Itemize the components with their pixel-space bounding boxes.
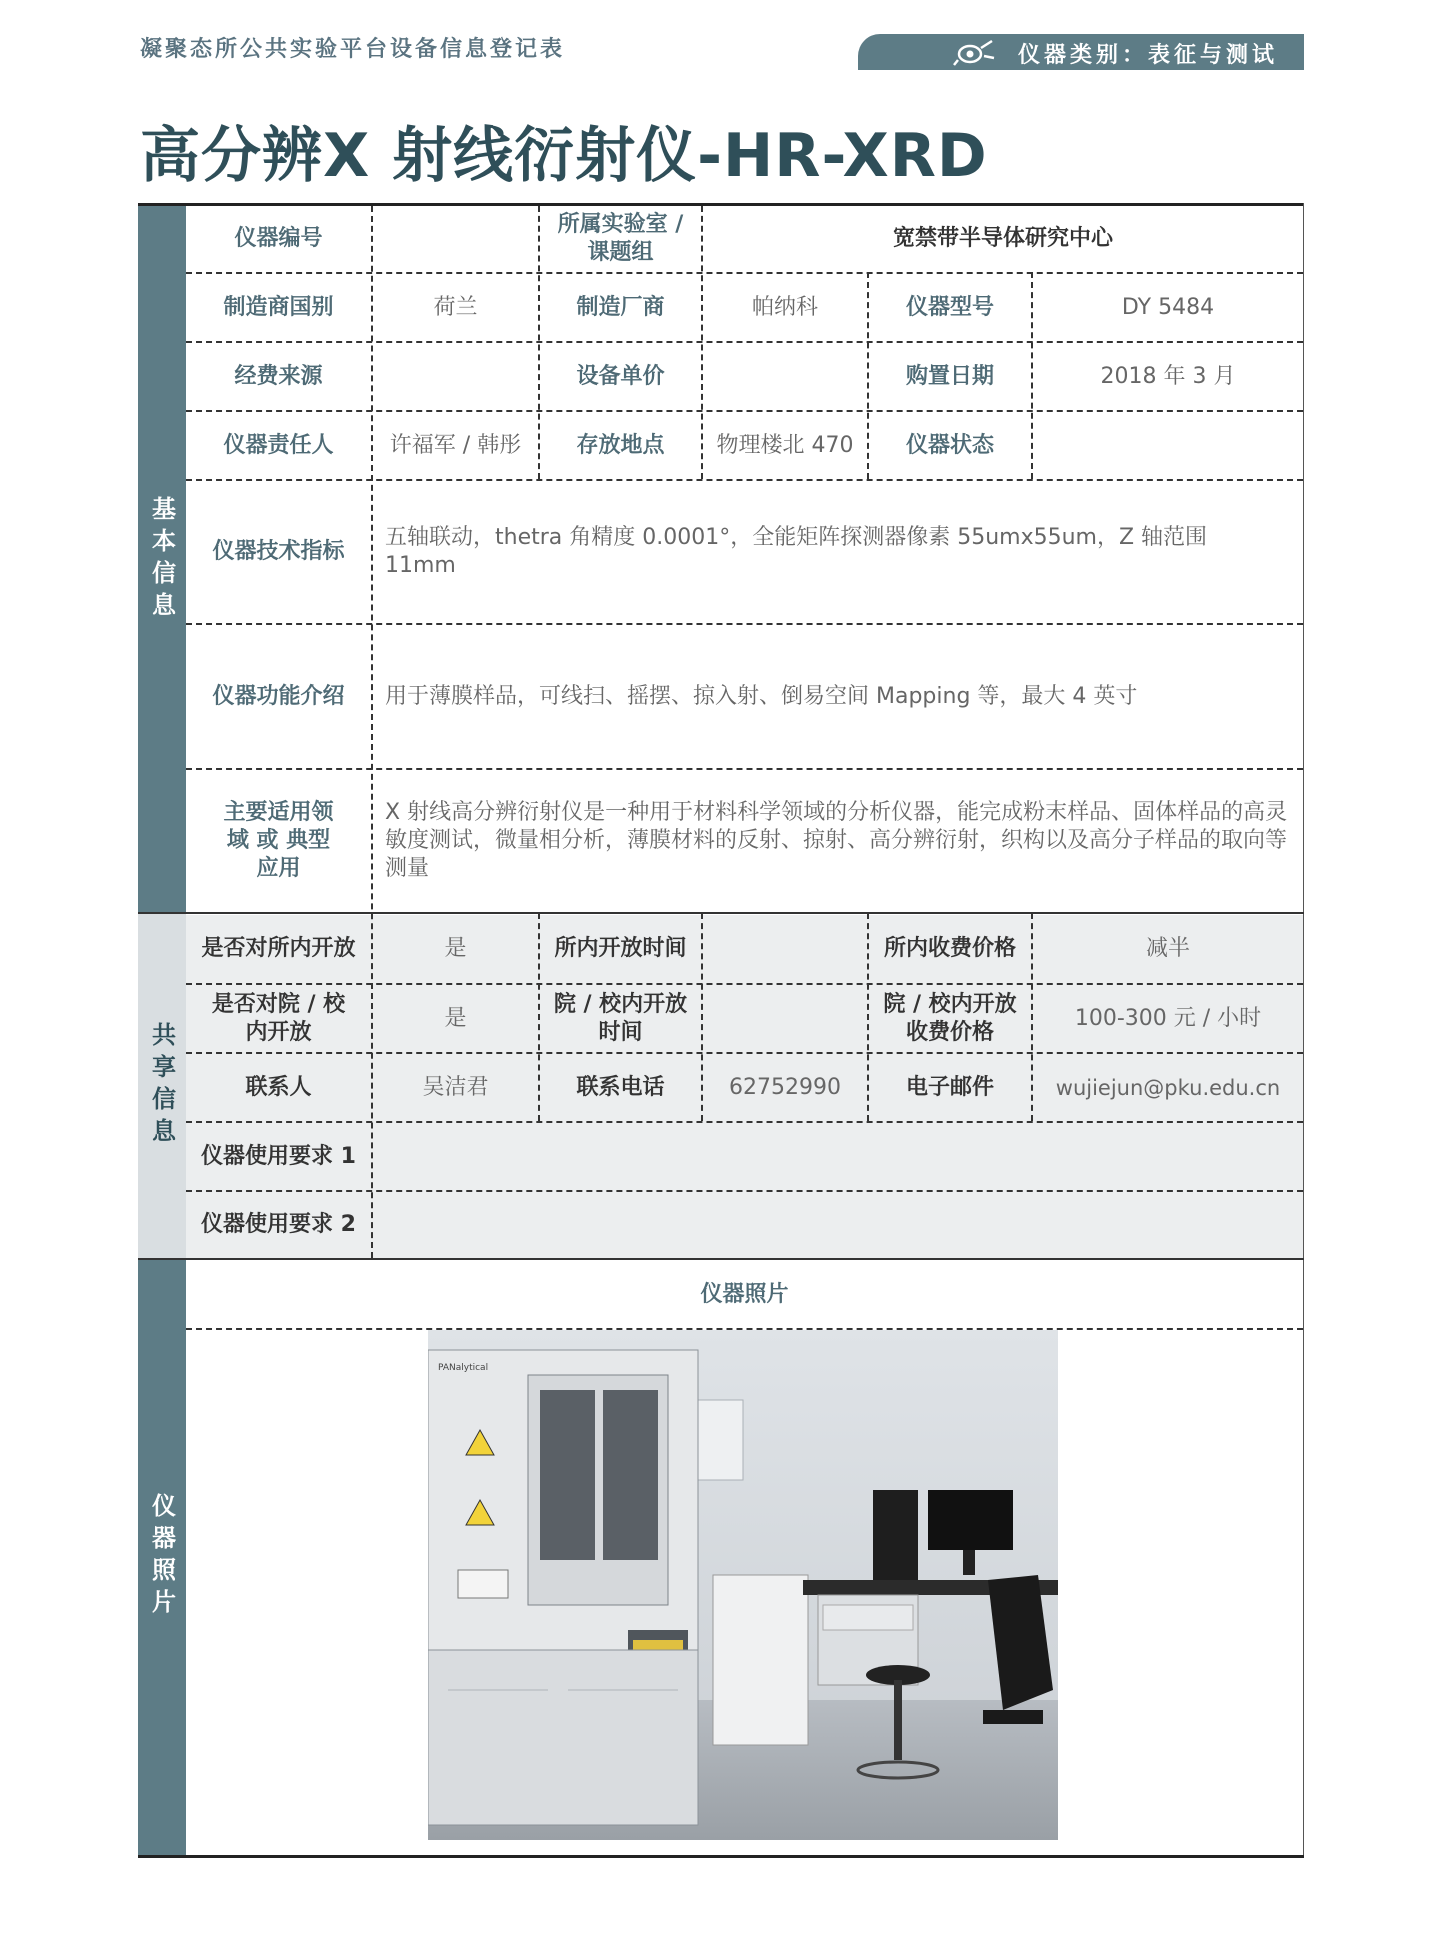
internal-open-label: 是否对所内开放 — [201, 936, 356, 961]
country-value: 荷兰 — [433, 294, 478, 320]
internal-open-value: 是 — [444, 936, 467, 961]
table-right-rule — [1303, 203, 1304, 1858]
spec-label: 仪器技术指标 — [212, 539, 345, 564]
internal-fee-label: 所内收费价格 — [883, 936, 1016, 961]
fund-label: 经费来源 — [234, 363, 323, 389]
school-open-value: 是 — [444, 1005, 467, 1031]
location-label: 存放地点 — [576, 432, 665, 458]
email-link[interactable]: wujiejun@pku.edu.cn — [1055, 1075, 1281, 1100]
contact-label: 联系人 — [245, 1074, 312, 1100]
instrument-photo — [428, 1330, 1058, 1840]
school-fee-label: 院 / 校内开放收费价格 — [883, 991, 1017, 1045]
usage-req2-label: 仪器使用要求 2 — [201, 1212, 356, 1237]
section-basic-info — [138, 206, 186, 913]
instrument-no-value — [373, 206, 538, 272]
status-value — [1033, 412, 1303, 479]
maker-value: 帕纳科 — [751, 294, 818, 320]
model-value: DY 5484 — [1121, 294, 1215, 320]
function-label: 仪器功能介绍 — [212, 683, 345, 709]
registry-title: 凝聚态所公共实验平台设备信息登记表 — [140, 37, 566, 62]
spec-value: 五轴联动，thetra 角精度 0.0001°，全能矩阵探测器像素 55umx55um，Z 轴范围 11mm — [385, 525, 1208, 578]
application-label: 主要适用领域 或 典型应用 — [223, 800, 334, 881]
instrument-no-label: 仪器编号 — [234, 226, 323, 251]
section-sharing-info — [138, 913, 186, 1259]
photo-caption: 仪器照片 — [700, 1281, 789, 1307]
internal-time-value — [703, 915, 867, 983]
function-value: 用于薄膜样品，可线扫、摇摆、掠入射、倒易空间 Mapping 等，最大 4 英寸 — [385, 683, 1138, 709]
maker-label: 制造厂商 — [576, 294, 665, 320]
usage-req2-value — [373, 1192, 1303, 1258]
owner-label: 仪器责任人 — [223, 432, 334, 458]
application-value: X 射线高分辨衍射仪是一种用于材料科学领域的分析仪器，能完成粉末样品、固体样品的高灵敏度测试，微量相分析，薄膜材料的反射、掠射、高分辨衍射，织构以及高分子样品的取向等测量 — [385, 800, 1288, 881]
usage-req1-value — [373, 1123, 1303, 1190]
internal-fee-value: 减半 — [1145, 936, 1190, 961]
school-time-label: 院 / 校内开放时间 — [553, 991, 688, 1045]
lab-value: 宽禁带半导体研究中心 — [892, 226, 1113, 251]
instrument-photo-illustration — [428, 1330, 1058, 1840]
owner-value: 许福军 / 韩彤 — [389, 432, 522, 458]
category-label: 仪器类别：表征与测试 — [1018, 43, 1279, 68]
section-photo-label: 仪器照片 — [147, 1493, 176, 1621]
phone-label: 联系电话 — [576, 1074, 665, 1100]
internal-time-label: 所内开放时间 — [554, 936, 687, 961]
microscope-icon — [952, 36, 996, 68]
fund-value — [373, 343, 538, 410]
category-tab — [858, 34, 1304, 70]
section-divider — [138, 912, 1304, 914]
location-value: 物理楼北 470 — [716, 432, 854, 458]
contact-value: 吴洁君 — [422, 1074, 489, 1100]
price-label: 设备单价 — [576, 363, 665, 389]
lab-label: 所属实验室 / 课题组 — [557, 212, 684, 265]
price-value — [703, 343, 867, 410]
section-basic-label: 基本信息 — [147, 495, 176, 624]
page-title: 高分辨X 射线衍射仪-HR-XRD — [140, 121, 988, 191]
status-label: 仪器状态 — [905, 432, 994, 458]
section-sharing-label: 共享信息 — [147, 1022, 176, 1150]
country-label: 制造商国别 — [223, 294, 334, 320]
purchase-value: 2018 年 3 月 — [1100, 363, 1236, 389]
section-divider — [138, 1258, 1304, 1260]
model-label: 仪器型号 — [905, 294, 994, 320]
email-label: 电子邮件 — [905, 1074, 994, 1100]
school-open-label: 是否对院 / 校内开放 — [211, 991, 346, 1045]
school-time-value — [703, 985, 867, 1052]
device-brand: PANalytical — [438, 1363, 489, 1373]
purchase-label: 购置日期 — [905, 363, 994, 389]
table-bottom-rule — [138, 1855, 1304, 1858]
section-photo — [138, 1259, 186, 1855]
school-fee-value: 100-300 元 / 小时 — [1074, 1005, 1262, 1031]
usage-req1-label: 仪器使用要求 1 — [201, 1143, 356, 1169]
phone-value: 62752990 — [729, 1074, 841, 1100]
